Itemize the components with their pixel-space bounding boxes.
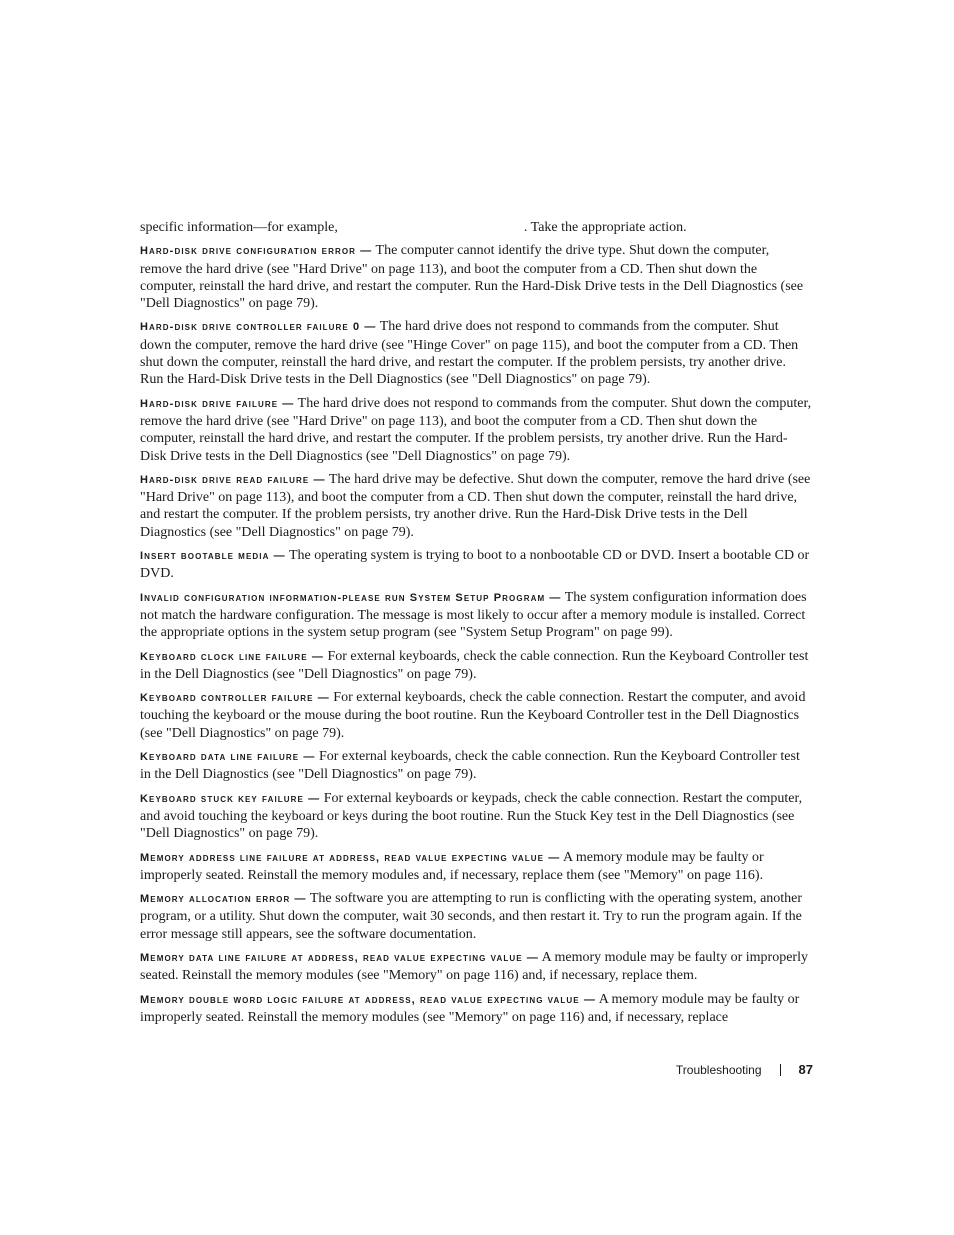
- error-description: For external keyboards, check the cable connection. Restart the computer, and avoid touching the keyboard or the mouse during the boot routine. Run the Keyboard Controller test in the Dell Diagnostics (see "Dell Diagnostics" on page 79).: [140, 690, 806, 741]
- error-description: The hard drive does not respond to commands from the computer. Shut down the computer, remove the hard drive (see "Hinge Cover" on page 115), and boot the computer from a CD. Then shut down the computer, reinstall the hard drive, and restart the computer. If the problem persists, try another drive. Run the Hard-Disk Drive tests in the Dell Diagnostics (see "Dell Diagnostics" on page 79).: [140, 319, 799, 388]
- error-entry: [140, 949, 812, 985]
- error-term: Keyboard controller failure —: [140, 692, 330, 705]
- error-entry: [140, 471, 812, 541]
- error-entry: [140, 318, 812, 388]
- error-entry: [140, 242, 812, 312]
- intro-after: . Take the appropriate action.: [523, 220, 687, 235]
- error-term: Insert bootable media —: [140, 550, 286, 563]
- error-term: Memory allocation error —: [140, 893, 307, 906]
- error-description: The computer cannot identify the drive type. Shut down the computer, remove the hard drive (see "Hard Drive" on page 113), and boot the computer from a CD. Then shut down the computer, reinstall the hard drive, and restart the computer. Run the Hard-Disk Drive tests in the Dell Diagnostics (see "Dell Diagnostics" on page 79).: [140, 243, 804, 312]
- error-description: The system configuration information does not match the hardware configuration. The message is most likely to occur after a memory module is installed. Correct the appropriate options in the system setup program (see "System Setup Program" on page 99).: [140, 589, 807, 641]
- error-entry: [140, 890, 812, 943]
- error-term: Hard-disk drive controller failure 0 —: [140, 321, 377, 334]
- error-term: Keyboard stuck key failure —: [140, 792, 321, 805]
- error-description: A memory module may be faulty or improperly seated. Reinstall the memory modules (see "Memory" on page 116) and, if necessary, replace them.: [140, 949, 808, 984]
- error-description: For external keyboards, check the cable connection. Run the Keyboard Controller test in the Dell Diagnostics (see "Dell Diagnostics" on page 79).: [140, 648, 809, 682]
- page-content: [140, 219, 812, 1032]
- error-term: Memory address line failure at address, read value expecting value —: [140, 851, 561, 864]
- footer-section-title: Troubleshooting: [675, 1062, 762, 1077]
- error-description: The software you are attempting to run is conflicting with the operating system, another program, or a utility. Shut down the computer, wait 30 seconds, and then restart it. Try to run the program again. If the error message still appears, see the software documentation.: [140, 891, 803, 942]
- error-description: For external keyboards, check the cable connection. Run the Keyboard Controller test in the Dell Diagnostics (see "Dell Diagnostics" on page 79).: [140, 749, 800, 783]
- error-entry: [140, 689, 812, 742]
- error-term: Hard-disk drive failure —: [140, 397, 295, 410]
- error-entry: [140, 589, 812, 642]
- error-description: A memory module may be faulty or improperly seated. Reinstall the memory modules (see "Memory" on page 116) and, if necessary, replace: [140, 991, 800, 1025]
- error-term: Hard-disk drive read failure —: [140, 473, 326, 486]
- error-entry: [140, 790, 812, 843]
- footer-divider: [780, 1064, 781, 1076]
- error-entry: [140, 648, 812, 684]
- error-entry: [140, 395, 812, 465]
- error-entry: [140, 547, 812, 583]
- error-description: For external keyboards or keypads, check the cable connection. Restart the computer, and avoid touching the keyboard or keys during the boot routine. Run the Stuck Key test in the Dell Diagnostics (see "Dell Diagnostics" on page 79).: [140, 790, 803, 842]
- page-number: 87: [798, 1062, 813, 1077]
- error-description: A memory module may be faulty or improperly seated. Reinstall the memory modules and, if necessary, replace them (see "Memory" on page 116).: [140, 849, 764, 883]
- error-entry: [140, 748, 812, 784]
- error-term: Hard-disk drive configuration error —: [140, 245, 373, 258]
- error-term: Invalid configuration information-please run System Setup Program —: [140, 591, 562, 604]
- intro-paragraph: [140, 219, 812, 236]
- error-entry: [140, 991, 812, 1027]
- error-term: Keyboard data line failure —: [140, 751, 316, 764]
- error-description: The hard drive does not respond to commands from the computer. Shut down the computer, remove the hard drive (see "Hard Drive" on page 113), and boot the computer from a CD. Then shut down the computer, reinstall the hard drive, and restart the computer. If the problem persists, try another drive. Run the Hard-Disk Drive tests in the Dell Diagnostics (see "Dell Diagnostics" on page 79).: [140, 395, 812, 464]
- error-term: Memory double word logic failure at address, read value expecting value —: [140, 993, 596, 1006]
- error-entry: [140, 849, 812, 885]
- error-description: The hard drive may be defective. Shut down the computer, remove the hard drive (see "Hard Drive" on page 113), and boot the computer from a CD. Then shut down the computer, reinstall the hard drive, and restart the computer. If the problem persists, try another drive. Run the Hard-Disk Drive tests in the Dell Diagnostics (see "Dell Diagnostics" on page 79).: [140, 471, 811, 540]
- page-footer: [676, 1062, 813, 1077]
- error-description: The operating system is trying to boot to a nonbootable CD or DVD. Insert a bootable CD or DVD.: [140, 548, 810, 582]
- error-term: Memory data line failure at address, read value expecting value —: [140, 951, 539, 964]
- error-term: Keyboard clock line failure —: [140, 650, 324, 663]
- intro-before: specific information—for example,: [140, 220, 338, 235]
